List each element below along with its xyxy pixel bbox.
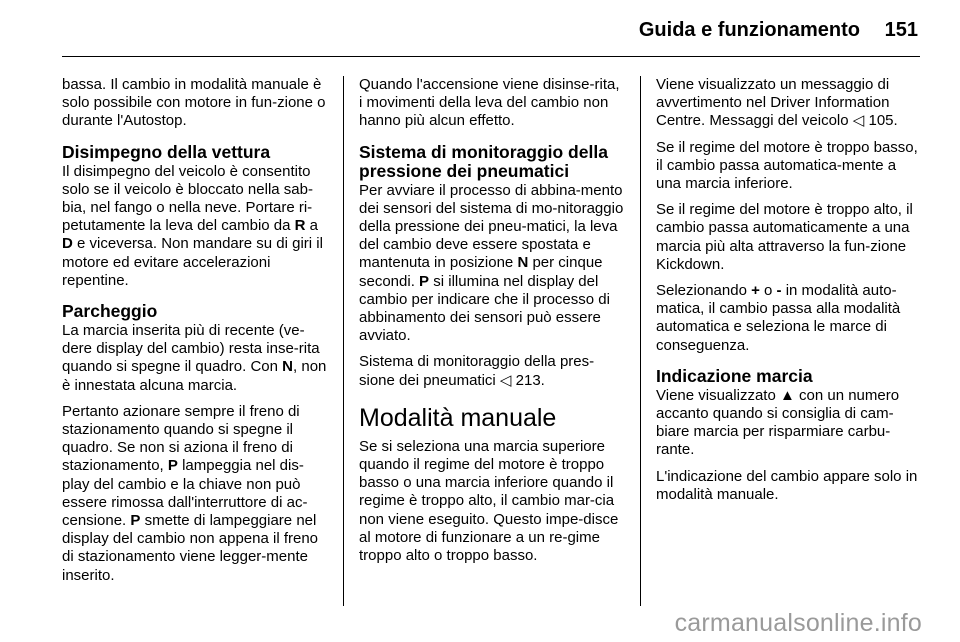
column-separator: [640, 76, 641, 606]
gear-p-label: P: [130, 512, 141, 530]
paragraph: Quando l'accensione viene disinse-rita, i movimenti della leva del cambio non hanno più alcun effetto.: [359, 76, 620, 130]
header-title: Guida e funzionamento: [638, 19, 860, 41]
up-arrow-icon: ▲: [779, 386, 795, 404]
heading-disimpegno: Disimpegno della vettura: [62, 141, 271, 162]
paragraph: Selezionando + o - in modalità auto-matica, il cambio passa alla modalità automatica e seleziona le marce di conseguenza.: [656, 282, 901, 354]
watermark: carmanualsonline.info: [674, 609, 922, 637]
gear-n-label: N: [282, 358, 294, 376]
gear-d-label: D: [62, 235, 73, 253]
gear-p-label: P: [167, 457, 178, 475]
paragraph: Per avviare il processo di abbina-mento dei sensori del sistema di mo-nitoraggio della pressione dei pneu-matici, la leva del cambio deve essere spostata e mantenuta in posizione N per cinque secondi. P si illumina nel display del cambio per indicare che il processo di abbinamento dei sensori può essere avviato.: [359, 181, 624, 345]
page-ref-number[interactable]: 213.: [511, 371, 545, 389]
page-number: 151: [884, 19, 918, 41]
plus-symbol: +: [751, 282, 760, 300]
paragraph: bassa. Il cambio in modalità manuale è solo possibile con motore in fun-zione o durante l'Autostop.: [62, 76, 326, 130]
page-ref-number[interactable]: 105.: [864, 112, 898, 130]
paragraph: Viene visualizzato un messaggio di avvertimento nel Driver Information Centre. Messaggi del veicolo ◁ 105.: [656, 76, 898, 130]
paragraph: La marcia inserita più di recente (ve-dere display del cambio) resta inse-rita quando si spegne il quadro. Con N, non è innestata alcuna marcia.: [62, 322, 327, 394]
column-2: [359, 76, 625, 573]
paragraph: Viene visualizzato ▲ con un numero accanto quando si consiglia di cam-biare marcia per risparmiare carbu-rante.: [656, 386, 900, 459]
page-ref-icon: ◁: [852, 112, 865, 130]
gear-p-label: P: [419, 272, 430, 290]
heading-monitoraggio: Sistema di monitoraggio della pressione dei pneumatici: [359, 141, 608, 181]
header-divider: [62, 56, 920, 57]
paragraph: Pertanto azionare sempre il freno di stazionamento quando si spegne il quadro. Se non si aziona il freno di stazionamento, P lampeggia nel dis-play del cambio e la chiave non può essere rimossa dall'interruttore di ac-censione. P smette di lampeggiare nel display del cambio non appena il freno di stazionamento viene legger-mente inserito.: [62, 402, 319, 584]
paragraph: Se si seleziona una marcia superiore quando il regime del motore è troppo basso o una marcia inferiore quando il regime è troppo alto, il cambio mar-cia non viene eseguito. Questo impe-disce al motore di funzionare a un re-gime troppo alto o troppo basso.: [359, 437, 619, 565]
column-separator: [343, 76, 344, 606]
heading-parcheggio: Parcheggio: [62, 301, 158, 322]
column-1: [62, 76, 328, 593]
paragraph: Sistema di monitoraggio della pres-sione dei pneumatici ◁ 213.: [359, 353, 595, 389]
page-ref-icon: ◁: [499, 371, 512, 389]
minus-symbol: -: [776, 282, 782, 300]
paragraph: Se il regime del motore è troppo basso, il cambio passa automatica-mente a una marcia inferiore.: [656, 138, 918, 193]
paragraph: L'indicazione del cambio appare solo in modalità manuale.: [656, 467, 918, 503]
column-3: [656, 76, 922, 512]
gear-n-label: N: [517, 254, 529, 272]
gear-r-label: R: [294, 217, 306, 235]
heading-indicazione-marcia: Indicazione marcia: [656, 365, 813, 386]
paragraph: Il disimpegno del veicolo è consentito solo se il veicolo è bloccato nella sab-bia, nel fango o nella neve. Portare ri-petutamente la leva del cambio da R a D e viceversa. Non mandare su di giri il motore ed evitare accelerazioni repentine.: [62, 162, 323, 289]
paragraph: Se il regime del motore è troppo alto, il cambio passa automaticamente a una marcia più alta attraverso la fun-zione Kickdown.: [656, 201, 913, 273]
heading-modalita-manuale: Modalità manuale: [359, 403, 557, 432]
